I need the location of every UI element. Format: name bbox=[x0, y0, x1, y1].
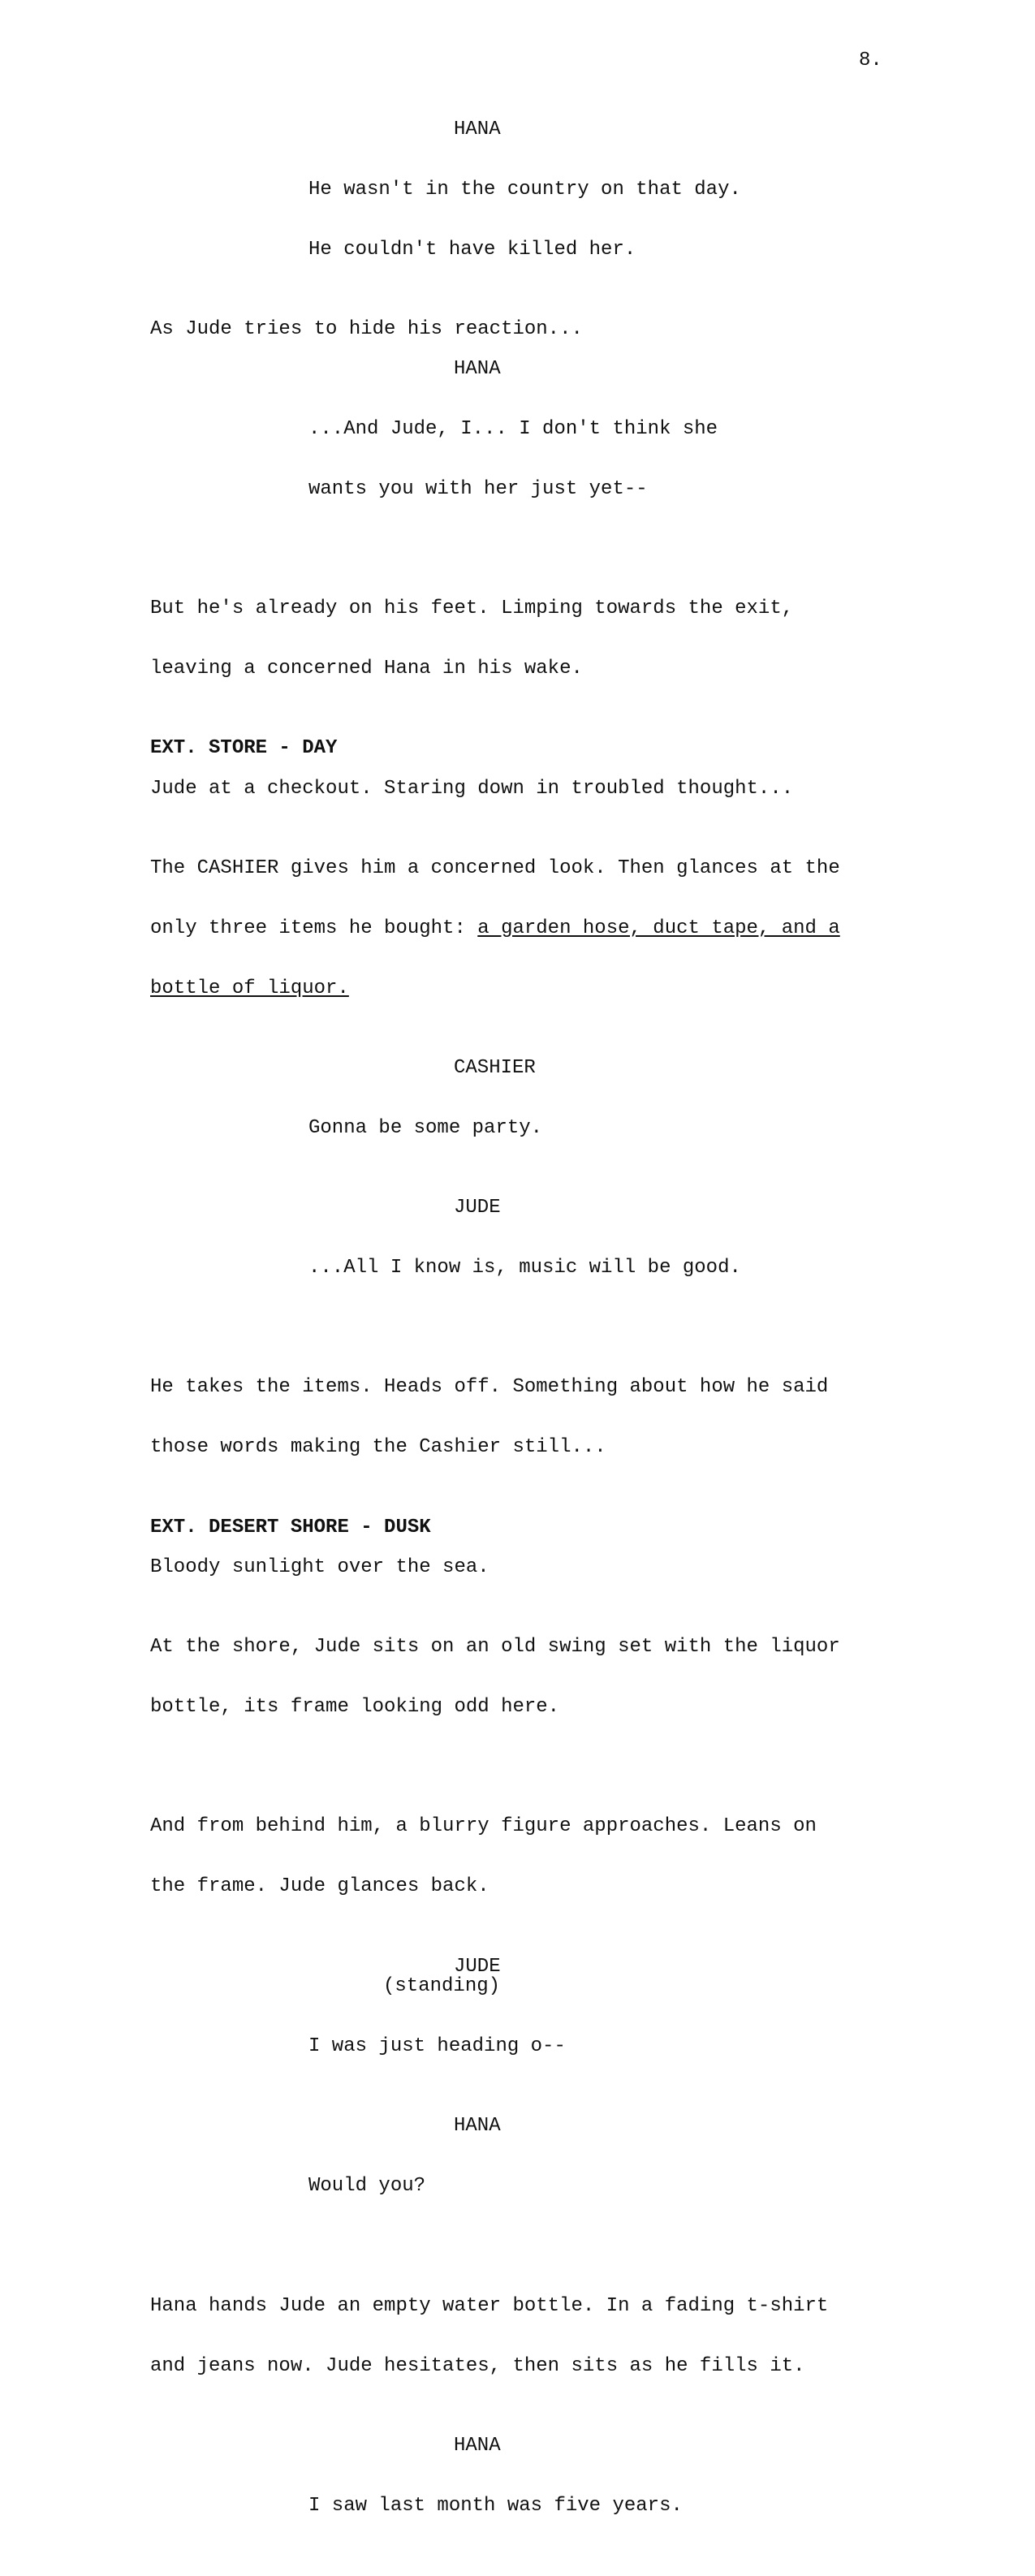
action-line: Bloody sunlight over the sea. bbox=[150, 1556, 489, 1578]
action-line bbox=[150, 919, 1035, 939]
action-line: leaving a concerned Hana in his wake. bbox=[150, 658, 583, 680]
action-line: Hana hands Jude an empty water bottle. In a fading t-shirt bbox=[150, 2294, 829, 2317]
dialogue-line: ...All I know is, music will be good. bbox=[308, 1256, 741, 1279]
scene-heading: EXT. DESERT SHORE - DUSK bbox=[150, 1516, 431, 1538]
scene-heading: EXT. STORE - DAY bbox=[150, 737, 338, 760]
parenthetical: (standing) bbox=[383, 1975, 501, 1998]
character-cue: HANA bbox=[454, 2434, 501, 2457]
dialogue bbox=[308, 1219, 1035, 1318]
action-line: Jude at a checkout. Staring down in troubled thought... bbox=[150, 777, 794, 800]
action-line: and jeans now. Jude hesitates, then sits as he fills it. bbox=[150, 2354, 805, 2377]
action-line: At the shore, Jude sits on an old swing set with the liquor bbox=[150, 1636, 840, 1659]
action-line: And from behind him, a blurry figure approaches. Leans on bbox=[150, 1815, 817, 1838]
dialogue bbox=[308, 140, 1035, 300]
character-cue: CASHIER bbox=[454, 1056, 536, 1079]
dialogue-line: wants you with her just yet-- bbox=[308, 477, 648, 500]
action-line: As Jude tries to hide his reaction... bbox=[150, 317, 583, 340]
underlined-text: a garden hose, duct tape, and a bbox=[477, 917, 840, 939]
action-text: only three items he bought: bbox=[150, 917, 478, 939]
dialogue bbox=[308, 1079, 1035, 1179]
dialogue-line: Gonna be some party. bbox=[308, 1116, 543, 1139]
action-block bbox=[150, 559, 1035, 719]
dialogue-line: He wasn't in the country on that day. bbox=[308, 178, 741, 201]
action-line: bottle, its frame looking odd here. bbox=[150, 1695, 560, 1718]
action-line: the frame. Jude glances back. bbox=[150, 1875, 489, 1898]
page-number: 8. bbox=[859, 50, 882, 71]
underlined-text: bottle of liquor. bbox=[150, 977, 349, 999]
screenplay-page bbox=[0, 120, 1035, 2576]
character-cue: HANA bbox=[454, 358, 501, 381]
dialogue-line: ...And Jude, I... I don't think she bbox=[308, 417, 718, 440]
action-block bbox=[150, 1777, 1035, 1937]
action-line: But he's already on his feet. Limping towards the exit, bbox=[150, 598, 794, 620]
action-block bbox=[150, 1338, 1035, 1498]
dialogue-line: He couldn't have killed her. bbox=[308, 238, 636, 261]
dialogue-line: Would you? bbox=[308, 2175, 426, 2198]
dialogue-line: I was just heading o-- bbox=[308, 2035, 566, 2057]
action-line: He takes the items. Heads off. Something about how he said bbox=[150, 1376, 829, 1399]
character-cue: JUDE bbox=[454, 1955, 501, 1978]
action-line: The CASHIER gives him a concerned look. Then glances at the bbox=[150, 857, 840, 879]
action-block bbox=[150, 1598, 1035, 1758]
character-cue: HANA bbox=[454, 119, 501, 140]
action-block bbox=[150, 819, 1035, 1039]
dialogue bbox=[308, 2456, 1035, 2556]
action-block bbox=[150, 2257, 1035, 2417]
character-cue: JUDE bbox=[454, 1197, 501, 1219]
dialogue bbox=[308, 380, 1035, 540]
dialogue bbox=[308, 1997, 1035, 2097]
action-line: those words making the Cashier still... bbox=[150, 1436, 606, 1459]
character-cue: HANA bbox=[454, 2115, 501, 2138]
dialogue-line: I saw last month was five years. bbox=[308, 2494, 683, 2517]
dialogue bbox=[308, 2137, 1035, 2237]
